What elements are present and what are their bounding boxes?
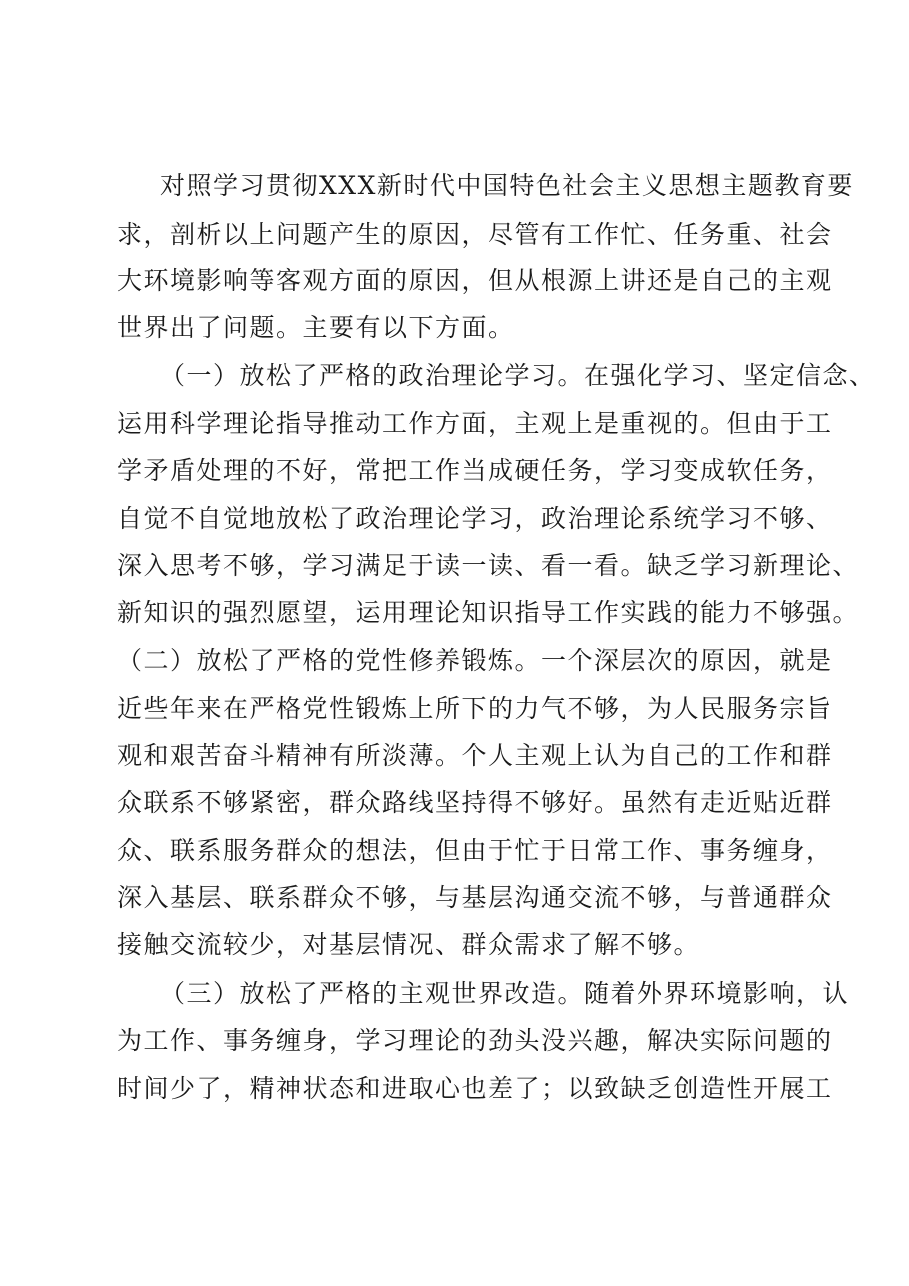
text-line: 学矛盾处理的不好，常把工作当成硬任务，学习变成软任务， xyxy=(117,456,833,485)
text-line: 深入基层、联系群众不够，与基层沟通交流不够，与普通群众 xyxy=(117,883,833,912)
text-line: 求，剖析以上问题产生的原因，尽管有工作忙、任务重、社会 xyxy=(117,220,833,249)
text-line: 为工作、事务缠身，学习理论的劲头没兴趣，解决实际问题的 xyxy=(117,1026,833,1055)
text-line: 时间少了，精神状态和进取心也差了；以致缺乏创造性开展工 xyxy=(117,1074,833,1103)
text-line: （三）放松了严格的主观世界改造。随着外界环境影响，认 xyxy=(160,979,850,1008)
text-line: 大环境影响等客观方面的原因，但从根源上讲还是自己的主观 xyxy=(117,266,833,295)
text-line: 众联系不够紧密，群众路线坚持得不够好。虽然有走近贴近群 xyxy=(117,788,833,817)
text-line: 众、联系服务群众的想法，但由于忙于日常工作、事务缠身， xyxy=(117,836,833,865)
text-line: 世界出了问题。主要有以下方面。 xyxy=(117,313,515,342)
text-line: 运用科学理论指导推动工作方面，主观上是重视的。但由于工 xyxy=(117,409,833,438)
text-line: 深入思考不够，学习满足于读一读、看一看。缺乏学习新理论、 xyxy=(117,551,860,580)
text-line: 接触交流较少，对基层情况、群众需求了解不够。 xyxy=(117,930,701,959)
text-line: （一）放松了严格的政治理论学习。在强化学习、坚定信念、 xyxy=(160,361,876,390)
text-line: 自觉不自觉地放松了政治理论学习，政治理论系统学习不够、 xyxy=(117,504,833,533)
text-line: 新知识的强烈愿望，运用理论知识指导工作实践的能力不够强。 xyxy=(117,598,860,627)
text-line: 对照学习贯彻XXX新时代中国特色社会主义思想主题教育要 xyxy=(160,171,854,200)
text-line: 近些年来在严格党性锻炼上所下的力气不够，为人民服务宗旨 xyxy=(117,694,833,723)
text-line: 观和艰苦奋斗精神有所淡薄。个人主观上认为自己的工作和群 xyxy=(117,741,833,770)
text-line: （二）放松了严格的党性修养锻炼。一个深层次的原因，就是 xyxy=(117,646,833,675)
